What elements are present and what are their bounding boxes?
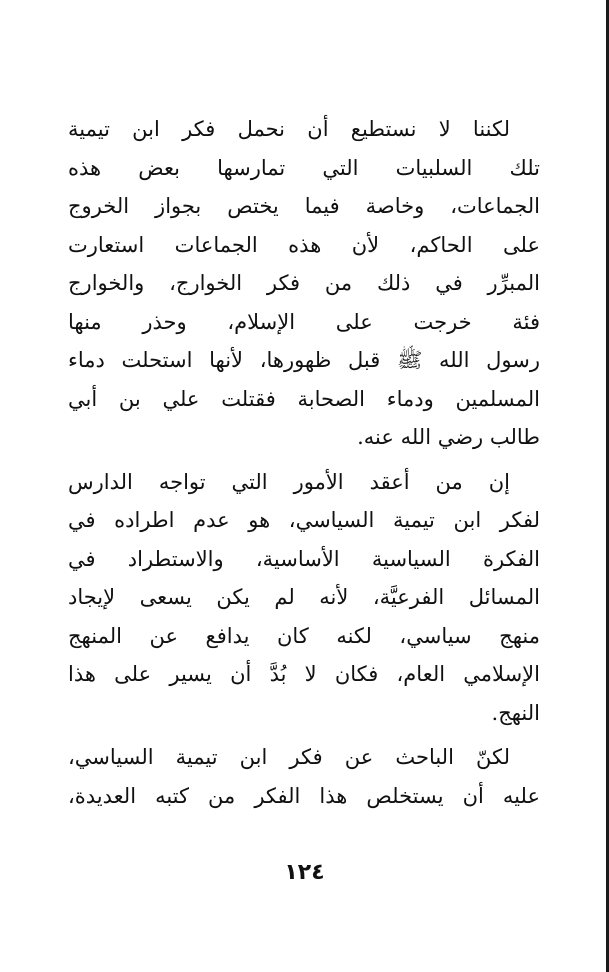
text-line: المسلمين ودماء الصحابة فقتلت علي بن أبي bbox=[68, 386, 540, 411]
text-line: المسائل الفرعيَّة، لأنه لم يكن يسعى لإيجاد bbox=[68, 585, 540, 609]
text-line: الفكرة السياسية الأساسية، والاستطراد في bbox=[68, 546, 540, 571]
text-line: الجماعات، وخاصة فيما يختص بجواز الخروج bbox=[68, 194, 540, 218]
paragraph-3 bbox=[68, 738, 540, 815]
text-line: لكننا لا نستطيع أن نحمل فكر ابن تيمية bbox=[68, 117, 510, 141]
text-line: تلك السلبيات التي تمارسها بعض هذه bbox=[68, 155, 540, 180]
text-line: رسول الله ﷺ قبل ظهورها، لأنها استحلت دماء bbox=[68, 348, 540, 372]
text-line: عليه أن يستخلص هذا الفكر من كتبه العديدة، bbox=[68, 783, 540, 808]
text-line: على الحاكم، لأن هذه الجماعات استعارت bbox=[68, 232, 540, 257]
page-number: ١٢٤ bbox=[284, 860, 325, 885]
text-line: فئة خرجت على الإسلام، وحذر منها bbox=[68, 309, 540, 334]
text-line: لفكر ابن تيمية السياسي، هو عدم اطراده في bbox=[68, 508, 540, 532]
text-line: طالب رضي الله عنه. bbox=[357, 425, 540, 449]
text-line: النهج. bbox=[491, 700, 540, 725]
body-text bbox=[68, 110, 540, 815]
text-line: منهج سياسي، لكنه كان يدافع عن المنهج bbox=[68, 623, 540, 648]
text-line: لكنّ الباحث عن فكر ابن تيمية السياسي، bbox=[68, 745, 510, 769]
text-line: إن من أعقد الأمور التي تواجه الدارس bbox=[68, 469, 510, 494]
text-line: الإسلامي العام، فكان لا بُدَّ أن يسير على هذا bbox=[68, 662, 540, 686]
text-line: المبرِّر في ذلك من فكر الخوارج، والخوارج bbox=[68, 271, 540, 295]
paragraph-1 bbox=[68, 110, 540, 457]
paragraph-2 bbox=[68, 463, 540, 733]
